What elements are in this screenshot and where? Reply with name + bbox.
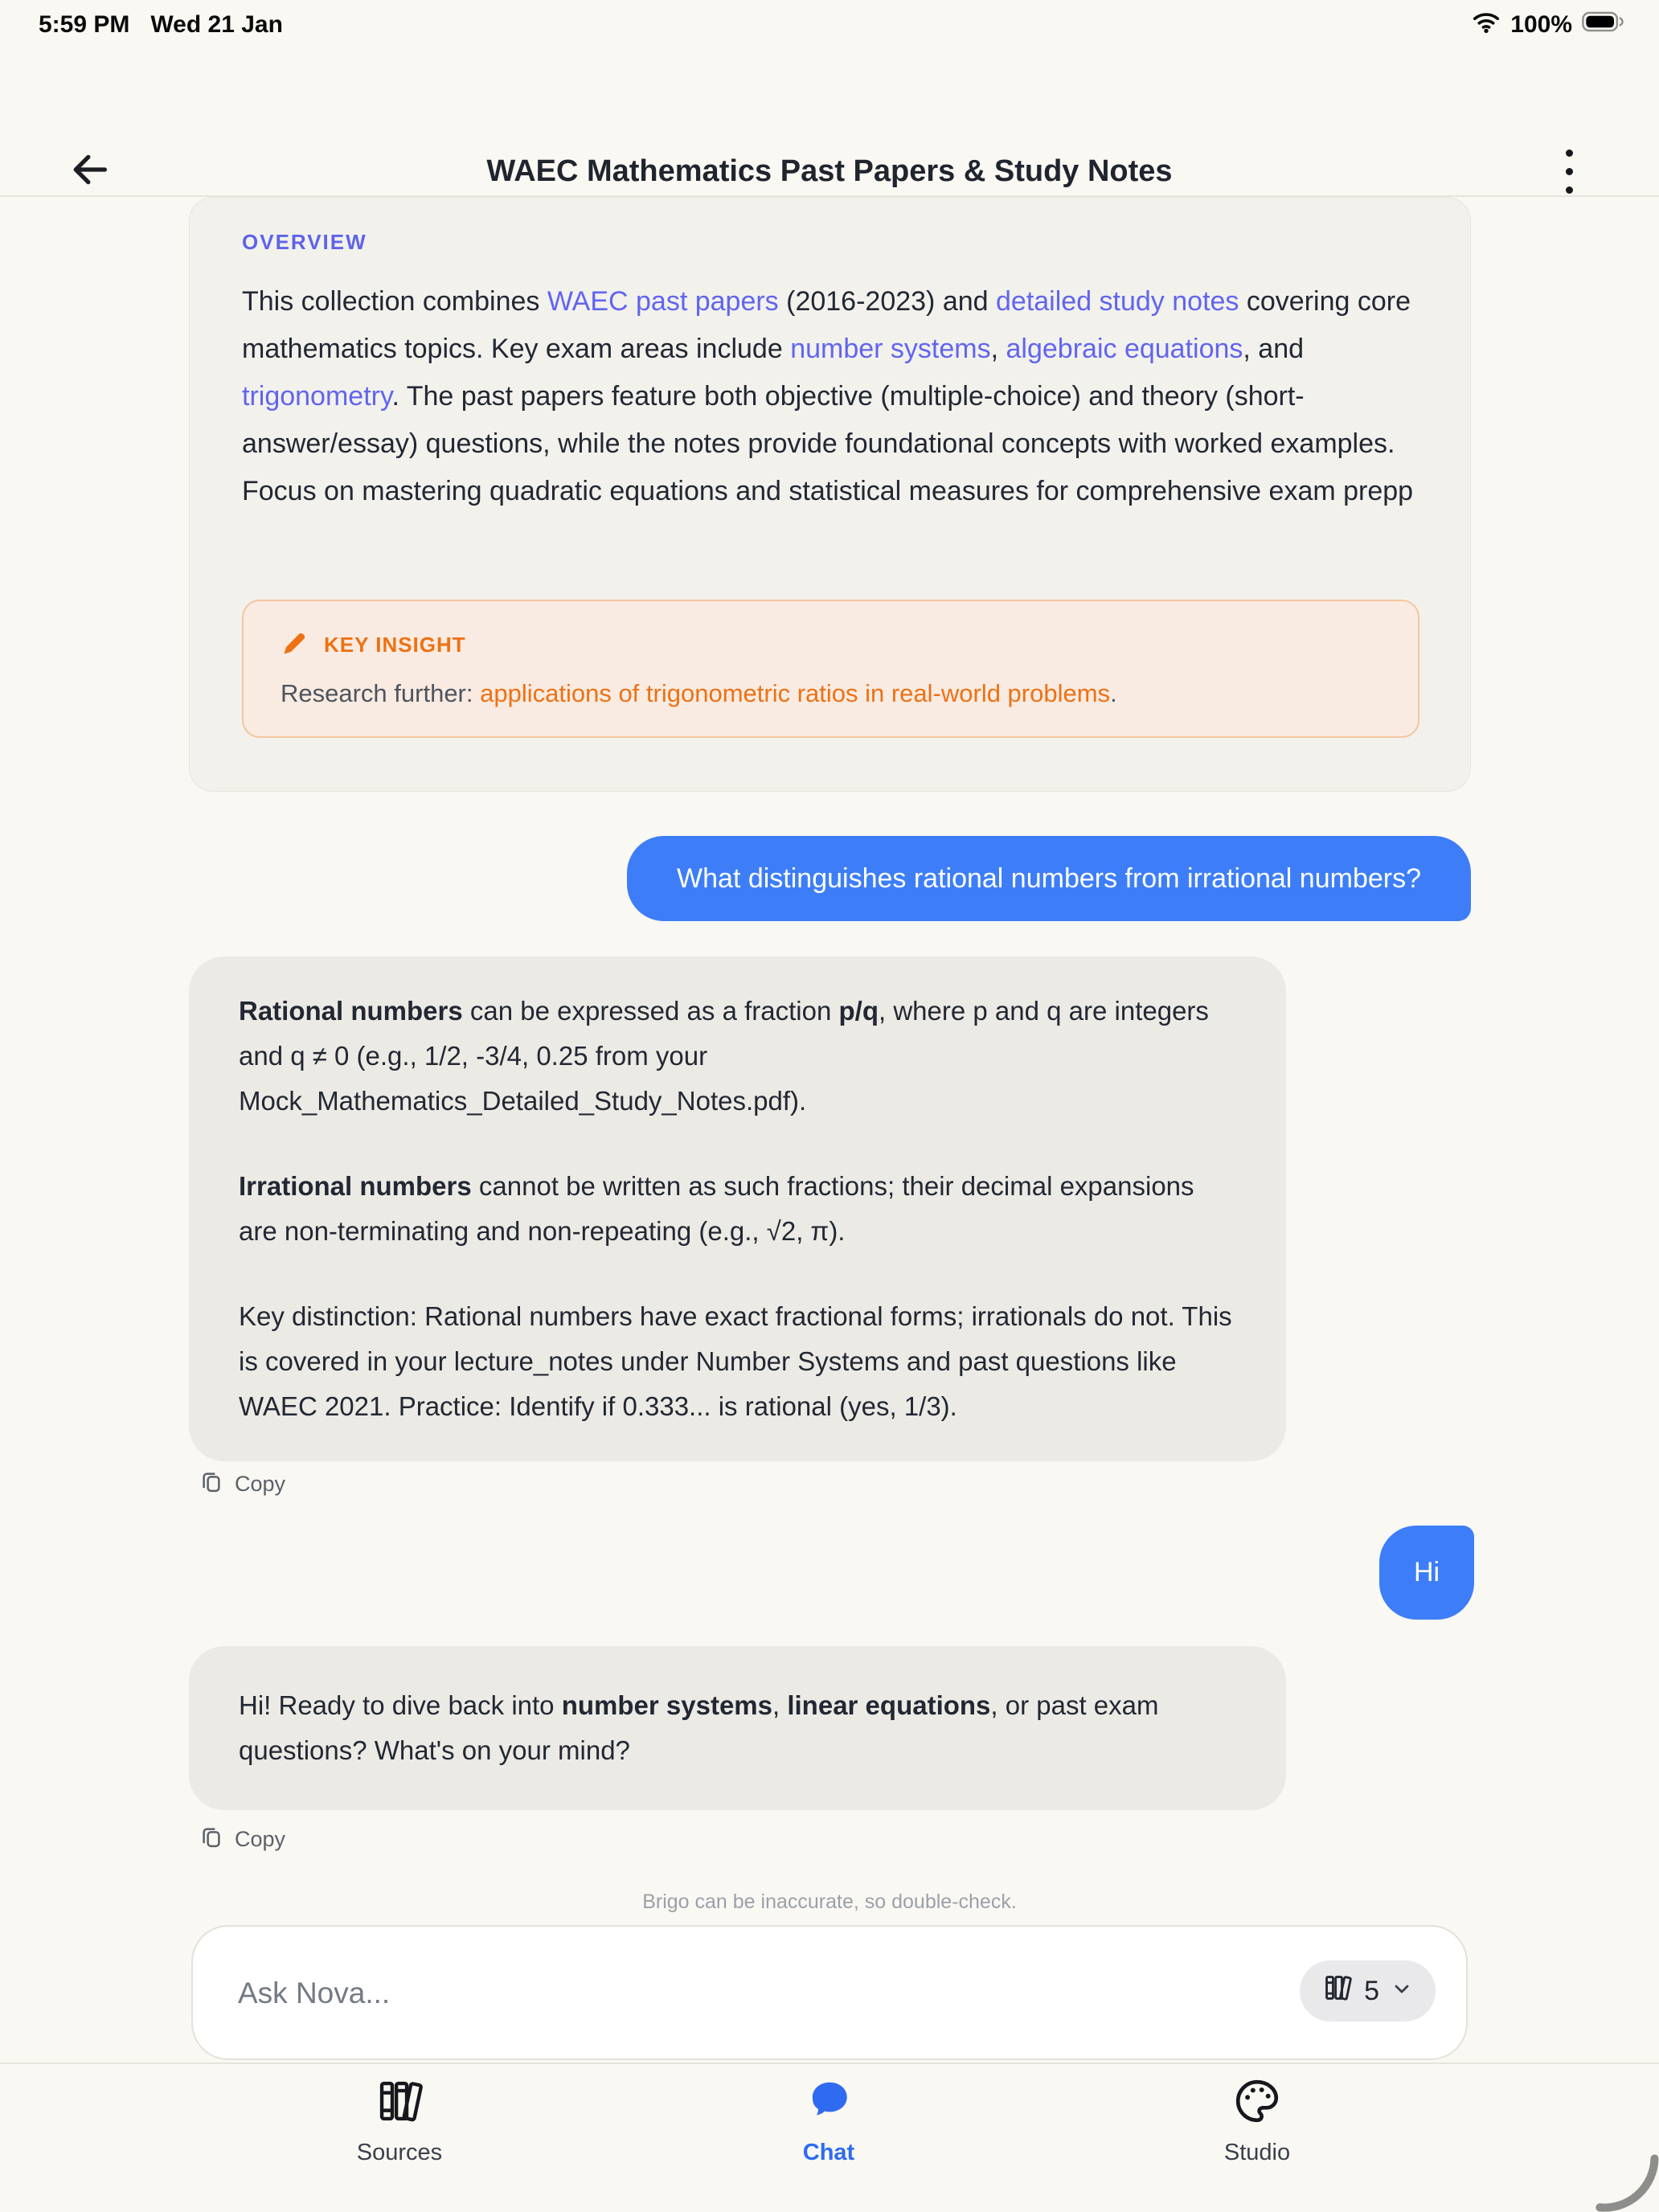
bookshelf-icon (375, 2076, 424, 2128)
copy-label: Copy (235, 1472, 286, 1496)
menu-button[interactable] (1546, 143, 1591, 199)
marker-pen-icon (281, 629, 309, 662)
assistant-text: Rational numbers (239, 996, 463, 1026)
status-date: Wed 21 Jan (150, 11, 283, 38)
wifi-icon (1472, 10, 1501, 40)
copy-icon (199, 1825, 223, 1854)
status-bar (0, 0, 1659, 48)
chat-bubble-icon (804, 2076, 854, 2128)
link-number-systems[interactable]: number systems (790, 334, 991, 364)
assistant-paragraph (239, 1164, 1236, 1254)
key-insight-text (281, 679, 1381, 708)
copy-button[interactable] (199, 1825, 285, 1854)
books-icon (1322, 1972, 1353, 2010)
overview-text-segment: This collection combines (242, 286, 547, 317)
assistant-text: , where p and q are integers and q ≠ 0 (e.g., 1/2, -3/4, 0.25 from your Mock_Mathematics_Detailed_Study_Notes.pdf). (239, 996, 1209, 1116)
overview-text-segment: covering core mathematics topics. Key exam areas include (242, 286, 1411, 364)
assistant-paragraph (239, 1683, 1236, 1773)
assistant-text: linear equations (787, 1690, 991, 1720)
key-insight-box (242, 600, 1419, 738)
assistant-text: can be expressed as a fraction (462, 996, 839, 1026)
kebab-icon (1566, 150, 1573, 194)
assistant-message-bubble (189, 1646, 1286, 1810)
assistant-text: cannot be written as such fractions; their decimal expansions are non-terminating and non-repeating (e.g., √2, π). (239, 1171, 1194, 1246)
user-message-bubble: Hi (1379, 1526, 1474, 1620)
battery-icon (1582, 10, 1625, 40)
overview-text-segment: , (990, 334, 1006, 364)
link-detailed-study-notes[interactable]: detailed study notes (996, 286, 1239, 317)
assistant-text: Hi! Ready to dive back into (239, 1690, 562, 1720)
assistant-text: , (772, 1690, 788, 1720)
nav-sources[interactable] (311, 2075, 488, 2167)
composer (191, 1925, 1468, 2060)
battery-percent: 100% (1510, 11, 1572, 38)
assistant-message-bubble (189, 956, 1286, 1461)
chevron-down-icon (1391, 1976, 1413, 2007)
nav-studio-label: Studio (1223, 2140, 1291, 2165)
status-right (1472, 10, 1625, 40)
assistant-text: , or past exam questions? What's on your mind? (239, 1690, 1159, 1765)
overview-paragraph (242, 278, 1422, 515)
assistant-paragraph (239, 1294, 1236, 1429)
nav-sources-label: Sources (356, 2140, 443, 2165)
bottom-nav (0, 2062, 1659, 2212)
key-insight-header (281, 629, 1381, 662)
overview-label: OVERVIEW (242, 230, 367, 254)
header (0, 48, 1659, 195)
user-message-bubble: What distinguishes rational numbers from irrational numbers? (627, 836, 1471, 921)
link-algebraic-equations[interactable]: algebraic equations (1006, 334, 1243, 364)
overview-text-segment: (2016-2023) and (778, 286, 996, 317)
overview-text-segment: . The past papers feature both objective (multiple-choice) and theory (short-answer/essay) questions, while the notes provide foundational concepts with worked examples. Focus on mastering quadratic equations and statistical measures for comprehensive exam prepp (242, 381, 1414, 506)
assistant-paragraph (239, 989, 1236, 1124)
overview-card (189, 197, 1471, 792)
accuracy-disclaimer: Brigo can be inaccurate, so double-check. (642, 1890, 1017, 1913)
overview-text-segment: , and (1243, 334, 1305, 364)
palette-icon (1232, 2076, 1282, 2128)
key-insight-suffix: . (1110, 679, 1117, 707)
copy-icon (199, 1469, 223, 1499)
chat-input[interactable] (236, 1927, 1268, 2060)
key-insight-label: KEY INSIGHT (324, 633, 466, 657)
key-insight-prefix: Research further: (281, 679, 481, 707)
copy-label: Copy (235, 1827, 286, 1851)
nav-studio[interactable] (1169, 2075, 1346, 2167)
nav-chat-label: Chat (802, 2140, 855, 2165)
status-left (39, 11, 283, 39)
sources-count: 5 (1364, 1975, 1379, 2006)
assistant-text: p/q (838, 996, 879, 1026)
status-time: 5:59 PM (39, 11, 130, 38)
copy-button[interactable] (199, 1469, 285, 1499)
assistant-text: number systems (561, 1690, 772, 1720)
page-title: WAEC Mathematics Past Papers & Study Notes (486, 154, 1173, 188)
link-trigonometry[interactable]: trigonometry (242, 381, 392, 412)
sources-count-chip[interactable] (1300, 1960, 1436, 2022)
assistant-text: Key distinction: Rational numbers have exact fractional forms; irrationals do not. This is covered in your lecture_notes under Number Systems and past questions like WAEC 2021. Practice: Identify if 0.333... is rational (yes, 1/3). (239, 1301, 1232, 1421)
nav-chat[interactable] (740, 2075, 917, 2167)
loading-arc (1585, 2135, 1659, 2212)
assistant-text: Irrational numbers (239, 1171, 472, 1201)
link-waec-past-papers[interactable]: WAEC past papers (547, 286, 779, 317)
key-insight-link[interactable]: applications of trigonometric ratios in real-world problems (480, 679, 1111, 707)
